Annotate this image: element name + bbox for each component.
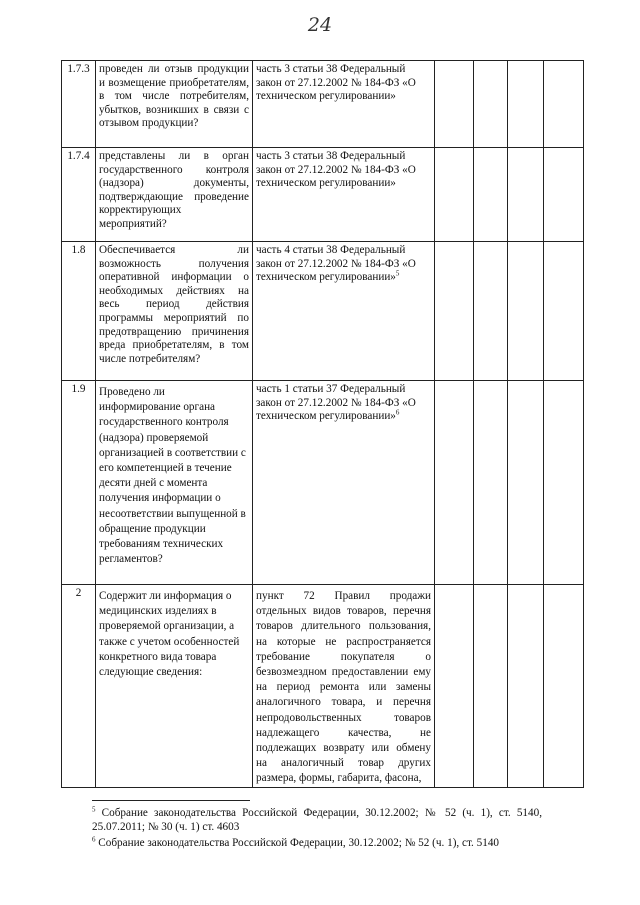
answer-cell — [508, 381, 544, 585]
legal-reference-text: пункт 72 Правил продажи отдельных видов товаров, перечня товаров длительного пользования, на которые не распространяется требование покупателя о безвозмездном предоставлении ему на период ремонта или замены аналогичного товара, и перечня непродовольственных товаров надлежащего качества, не подлежащих возврату или обмену на аналогичный товар других размера, формы, габарита, фасона, — [256, 590, 431, 785]
notes-cell — [544, 242, 584, 381]
item-number: 1.7.4 — [62, 148, 96, 242]
requirement-text: Содержит ли информация о медицинских изделиях в проверяемой организации, а также с учетом особенностей конкретного вида товара следующие сведения: — [96, 585, 253, 788]
footnote — [92, 806, 542, 834]
answer-cell — [474, 148, 508, 242]
page-number: 24 — [307, 14, 333, 36]
notes-cell — [544, 585, 584, 788]
answer-cell — [474, 242, 508, 381]
footnote-mark: 5 — [92, 805, 96, 814]
legal-reference-text: часть 3 статьи 38 Федеральный закон от 27.12.2002 № 184-ФЗ «О техническом регулировании» — [256, 63, 416, 103]
answer-cell — [474, 381, 508, 585]
answer-cell — [508, 61, 544, 148]
requirement-text: Обеспечивается ли возможность получения оперативной информации о необходимых действиях на весь период действия программы мероприятий по предотвращению причинения вреда приобретателям, в том числе потребителям? — [96, 242, 253, 381]
legal-reference-text: часть 1 статьи 37 Федеральный закон от 27.12.2002 № 184-ФЗ «О техническом регулировании» — [256, 383, 416, 423]
notes-cell — [544, 148, 584, 242]
answer-cell — [508, 148, 544, 242]
legal-reference — [253, 148, 435, 242]
item-number: 1.8 — [62, 242, 96, 381]
answer-cell — [508, 585, 544, 788]
legal-reference — [253, 381, 435, 585]
answer-cell — [435, 61, 474, 148]
answer-cell — [435, 148, 474, 242]
notes-cell — [544, 381, 584, 585]
item-number: 2 — [62, 585, 96, 788]
answer-cell — [435, 585, 474, 788]
answer-cell — [435, 381, 474, 585]
table-row — [62, 148, 584, 242]
table-row — [62, 61, 584, 148]
footnote-text: Собрание законодательства Российской Федерации, 30.12.2002; № 52 (ч. 1), ст. 5140, 25.07.2011; № 30 (ч. 1) ст. 4603 — [92, 807, 543, 833]
legal-reference — [253, 585, 435, 788]
requirement-text: Проведено ли информирование органа государственного контроля (надзора) проверяемой организацией в соответствии с его компетенцией в течение десяти дней с момента получения информации о несоответствии выпущенной в обращение продукции требованиям технических регламентов? — [96, 381, 253, 585]
checklist-table — [61, 60, 584, 788]
table-row — [62, 585, 584, 788]
footnote-mark: 6 — [92, 835, 96, 844]
answer-cell — [474, 585, 508, 788]
footnotes — [92, 800, 542, 852]
legal-reference-text: часть 3 статьи 38 Федеральный закон от 27.12.2002 № 184-ФЗ «О техническом регулировании» — [256, 150, 416, 190]
footnote-text: Собрание законодательства Российской Федерации, 30.12.2002; № 52 (ч. 1), ст. 5140 — [98, 837, 500, 849]
requirement-text: проведен ли отзыв продукции и возмещение приобретателям, в том числе потребителям, убытков, возникших в связи с отзывом продукции? — [96, 61, 253, 148]
answer-cell — [435, 242, 474, 381]
requirement-text: представлены ли в орган государственного контроля (надзора) документы, подтверждающие проведение корректирующих мероприятий? — [96, 148, 253, 242]
footnote — [92, 836, 542, 850]
footnote-ref: 5 — [395, 269, 400, 278]
answer-cell — [508, 242, 544, 381]
answer-cell — [474, 61, 508, 148]
footnote-ref: 6 — [395, 408, 400, 417]
item-number: 1.9 — [62, 381, 96, 585]
table-row — [62, 242, 584, 381]
legal-reference — [253, 61, 435, 148]
footnote-divider — [92, 800, 250, 801]
legal-reference-text: часть 4 статьи 38 Федеральный закон от 27.12.2002 № 184-ФЗ «О техническом регулировании» — [256, 244, 416, 284]
table-row — [62, 381, 584, 585]
legal-reference — [253, 242, 435, 381]
item-number: 1.7.3 — [62, 61, 96, 148]
notes-cell — [544, 61, 584, 148]
